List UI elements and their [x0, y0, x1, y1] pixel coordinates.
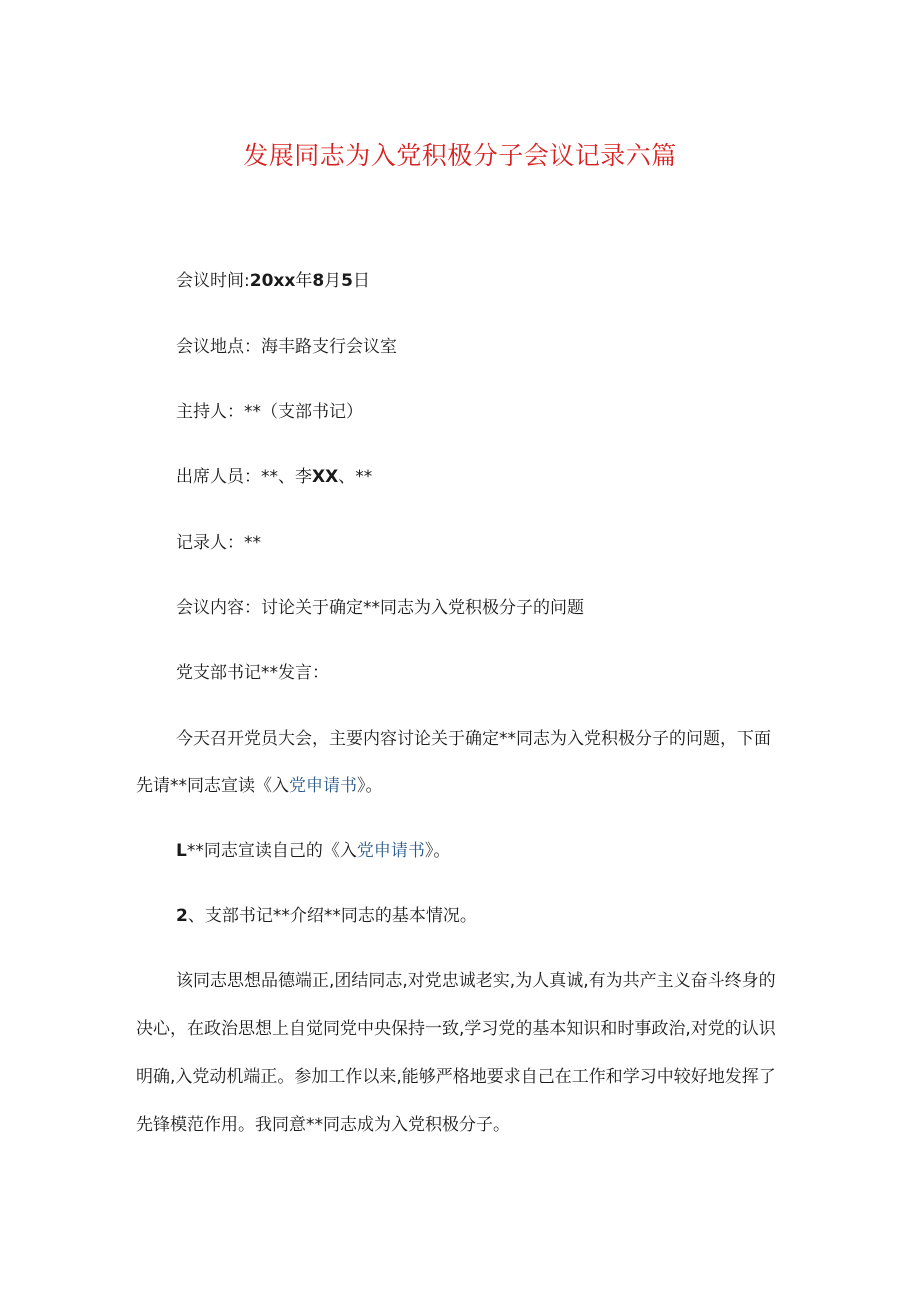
item1-application-letter-link[interactable]: 党申请书 [356, 841, 425, 861]
attendees-prefix: 出席人员：**、李 [176, 467, 312, 487]
item2-text: 、支部书记**介绍**同志的基本情况。 [187, 906, 477, 926]
paragraph2-line1: 该同志思想品德端正,团结同志,对党忠诚老实,为人真诚,有为共产主义奋斗终身的 [176, 971, 776, 991]
application-letter-link[interactable]: 党申请书 [289, 776, 357, 796]
item1-post-text: 》。 [424, 841, 451, 861]
list-item-2 [176, 903, 477, 929]
paragraph2-line3: 明确,入党动机端正。参加工作以来,能够严格地要求自己在工作和学习中较好地发挥了 [136, 1067, 776, 1087]
attendees-line [176, 464, 372, 490]
meeting-time-label: 会议时间: [176, 271, 250, 291]
attendees-suffix: 、** [338, 467, 373, 487]
host-line: 主持人：**（支部书记） [176, 402, 363, 422]
content-line: 会议内容：讨论关于确定**同志为入党积极分子的问题 [176, 598, 584, 618]
paragraph1-line2 [136, 773, 383, 799]
para1-post-text: 》。 [357, 776, 383, 796]
meeting-place-line: 会议地点：海丰路支行会议室 [176, 337, 397, 357]
paragraph2-line2: 决心，在政治思想上自觉同党中央保持一致,学习党的基本知识和时事政治,对党的认识 [136, 1019, 776, 1039]
item1-number: L [176, 841, 187, 861]
paragraph1-line1: 今天召开党员大会，主要内容讨论关于确定**同志为入党积极分子的问题，下面 [176, 729, 771, 749]
document-title: 发展同志为入党积极分子会议记录六篇 [243, 141, 677, 170]
list-item-1 [176, 838, 450, 864]
month-char: 月 [324, 271, 342, 291]
day-char: 日 [353, 271, 371, 291]
year-char: 年 [295, 271, 313, 291]
speech-heading: 党支部书记**发言： [176, 663, 329, 683]
item1-pre-text: **同志宣读自己的《入 [186, 841, 357, 861]
meeting-day: 5 [341, 271, 354, 291]
meeting-year: 20xx [249, 271, 296, 291]
para1-pre-text: 先请**同志宣读《入 [136, 776, 289, 796]
meeting-time-line [176, 268, 370, 294]
recorder-line: 记录人：** [176, 533, 261, 553]
paragraph2-line4: 先锋模范作用。我同意**同志成为入党积极分子。 [136, 1115, 510, 1135]
meeting-month: 8 [312, 271, 325, 291]
item2-number: 2 [176, 906, 188, 926]
attendees-xx: XX [312, 467, 339, 487]
